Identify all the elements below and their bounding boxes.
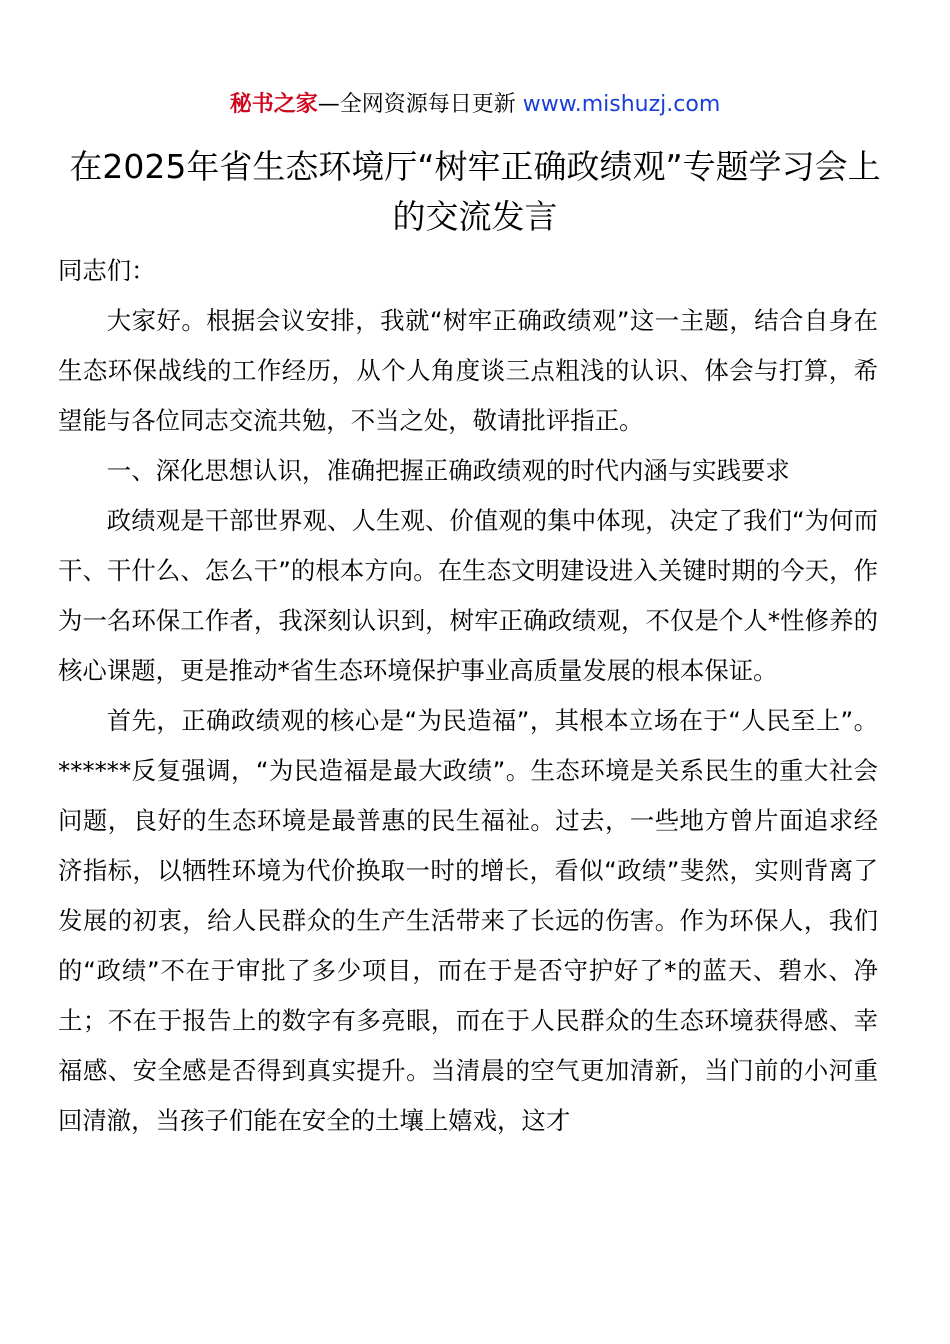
paragraph-section-1: 政绩观是干部世界观、人生观、价值观的集中体现，决定了我们“为何而干、干什么、怎么干”的根本方向。在生态文明建设进入关键时期的今天，作为一名环保工作者，我深刻认识到，树牢正确政绩观，不仅是个人*性修养的核心课题，更是推动*省生态环境保护事业高质量发展的根本保证。	[58, 506, 878, 685]
site-header	[0, 88, 950, 122]
site-tagline: —全网资源每日更新	[317, 92, 516, 117]
paragraph-people-first: 首先，正确政绩观的核心是“为民造福”，其根本立场在于“人民至上”。******反复强调，“为民造福是最大政绩”。生态环境是关系民生的重大社会问题，良好的生态环境是最普惠的民生福祉。过去，一些地方曾片面追求经济指标，以牺牲环境为代价换取一时的增长，看似“政绩”斐然，实则背离了发展的初衷，给人民群众的生产生活带来了长远的伤害。作为环保人，我们的“政绩”不在于审批了多少项目，而在于是否守护好了*的蓝天、碧水、净土；不在于报告上的数字有多亮眼，而在于人民群众的生态环境获得感、幸福感、安全感是否得到真实提升。当清晨的空气更加清新，当门前的小河重回清澈，当孩子们能在安全的土壤上嬉戏，这才	[58, 706, 878, 1135]
paragraph-intro: 大家好。根据会议安排，我就“树牢正确政绩观”这一主题，结合自身在生态环保战线的工作经历，从个人角度谈三点粗浅的认识、体会与打算，希望能与各位同志交流共勉，不当之处，敬请批评指正。	[58, 306, 878, 435]
site-brand: 秘书之家	[229, 92, 318, 117]
document-title: 在2025年省生态环境厅“树牢正确政绩观”专题学习会上的交流发言	[69, 147, 881, 236]
section-heading-1: 一、深化思想认识，准确把握正确政绩观的时代内涵与实践要求	[106, 456, 790, 485]
site-url-link[interactable]: www.mishuzj.com	[522, 92, 721, 117]
document-body	[58, 246, 878, 1146]
salutation: 同志们：	[58, 256, 156, 285]
